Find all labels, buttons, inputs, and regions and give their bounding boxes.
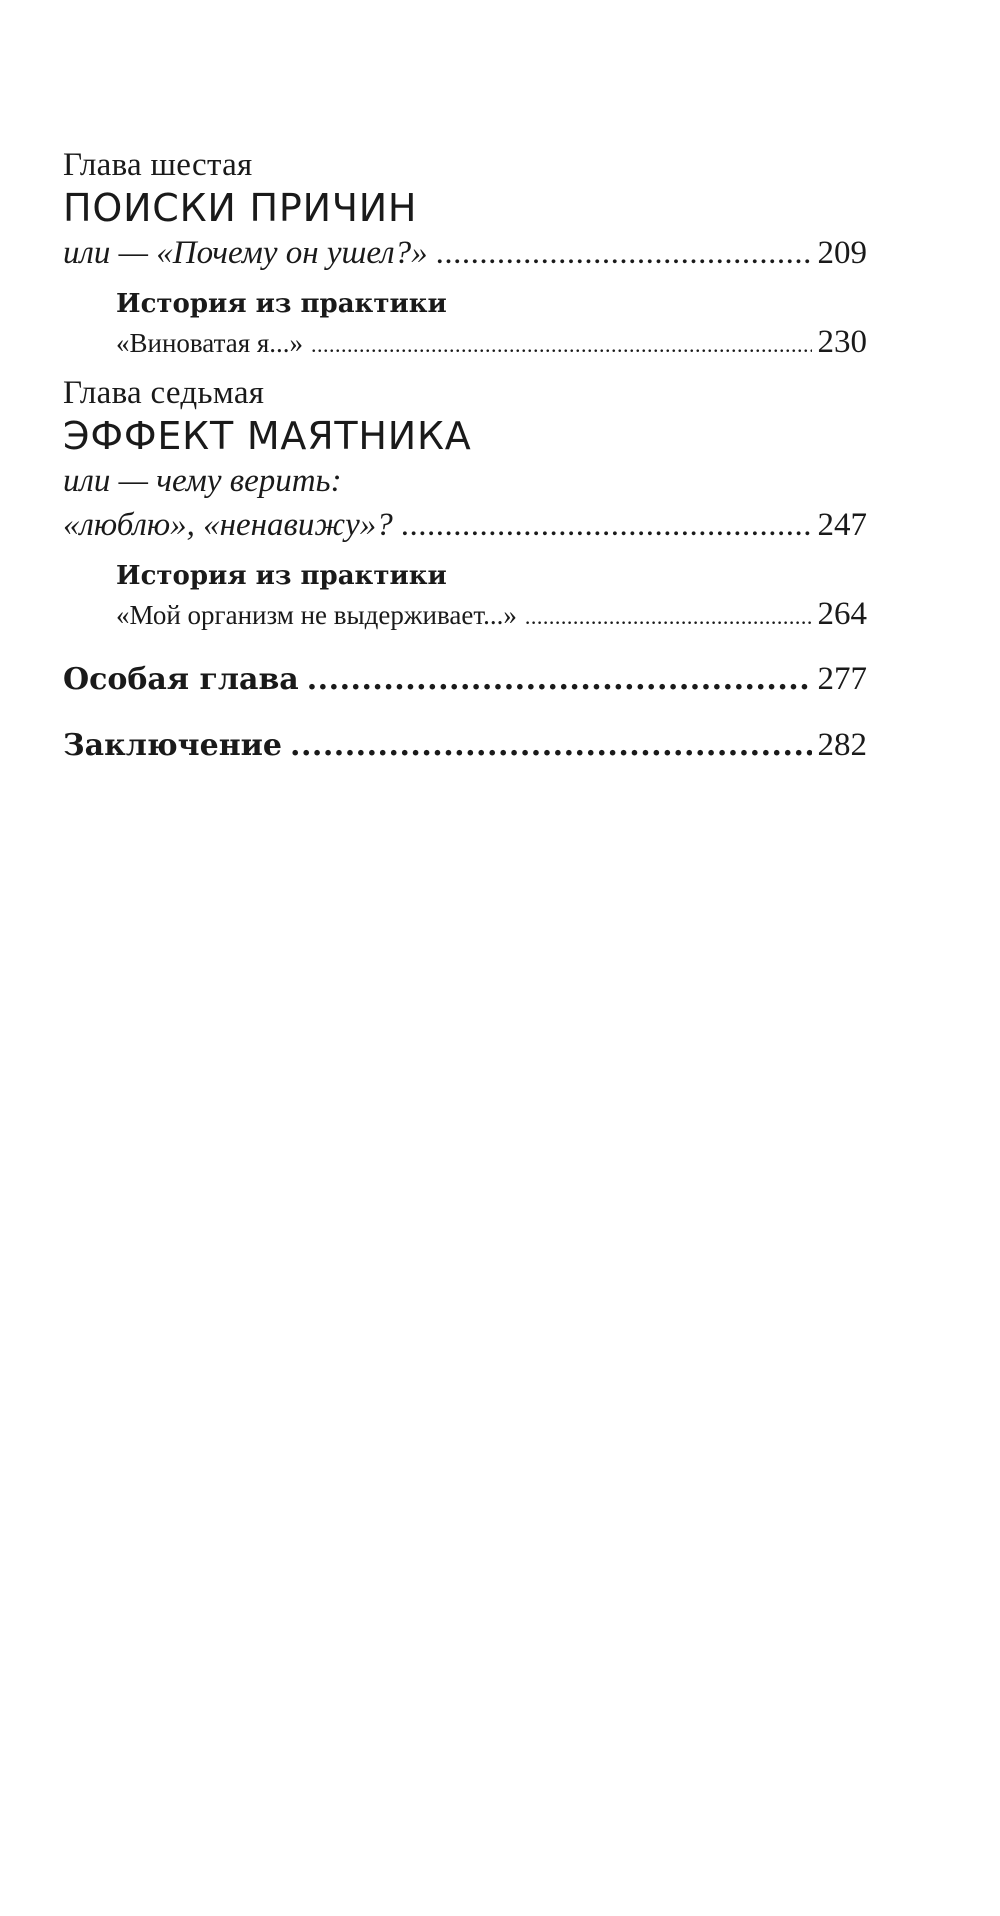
dot-leader [311, 324, 811, 366]
toc-entry-special-chapter [63, 657, 867, 701]
chapter-title: ПОИСКИ ПРИЧИН [63, 186, 418, 230]
chapter-subtitle-line [63, 231, 867, 275]
page-number: 264 [817, 596, 867, 632]
chapter-subtitle-line [63, 503, 867, 547]
dot-leader [525, 596, 812, 638]
dot-leader [290, 724, 812, 768]
toc-entry-chapter-7 [63, 373, 867, 635]
chapter-subtitle: «люблю», «ненавижу»? [63, 507, 393, 543]
story-title: «Виноватая я...» [116, 328, 304, 358]
chapter-title: ЭФФЕКТ МАЯТНИКА [63, 414, 472, 458]
table-of-contents [63, 145, 867, 767]
chapter-subtitle: или — «Почему он ушел?» [63, 235, 428, 271]
section-title: Заключение [63, 728, 282, 763]
story-label: История из практики [116, 561, 447, 591]
toc-entry-chapter-6 [63, 145, 867, 363]
page-number: 277 [817, 661, 867, 697]
chapter-subtitle-first-line: или — чему верить: [63, 463, 342, 499]
page-number: 282 [817, 727, 867, 763]
section-title: Особая глава [63, 662, 299, 697]
story-title-line [116, 321, 867, 363]
page-number: 230 [817, 324, 867, 360]
chapter-label: Глава шестая [63, 147, 253, 183]
chapter-label: Глава седьмая [63, 375, 265, 411]
story-entry [116, 287, 867, 363]
dot-leader [307, 658, 812, 702]
story-title-line [116, 593, 867, 635]
dot-leader [436, 231, 812, 275]
page-number: 247 [817, 507, 867, 543]
story-label: История из практики [116, 289, 447, 319]
story-title: «Мой организм не выдерживает...» [116, 600, 517, 630]
toc-entry-conclusion [63, 723, 867, 767]
page-number: 209 [817, 235, 867, 271]
story-entry [116, 559, 867, 635]
dot-leader [401, 503, 812, 547]
